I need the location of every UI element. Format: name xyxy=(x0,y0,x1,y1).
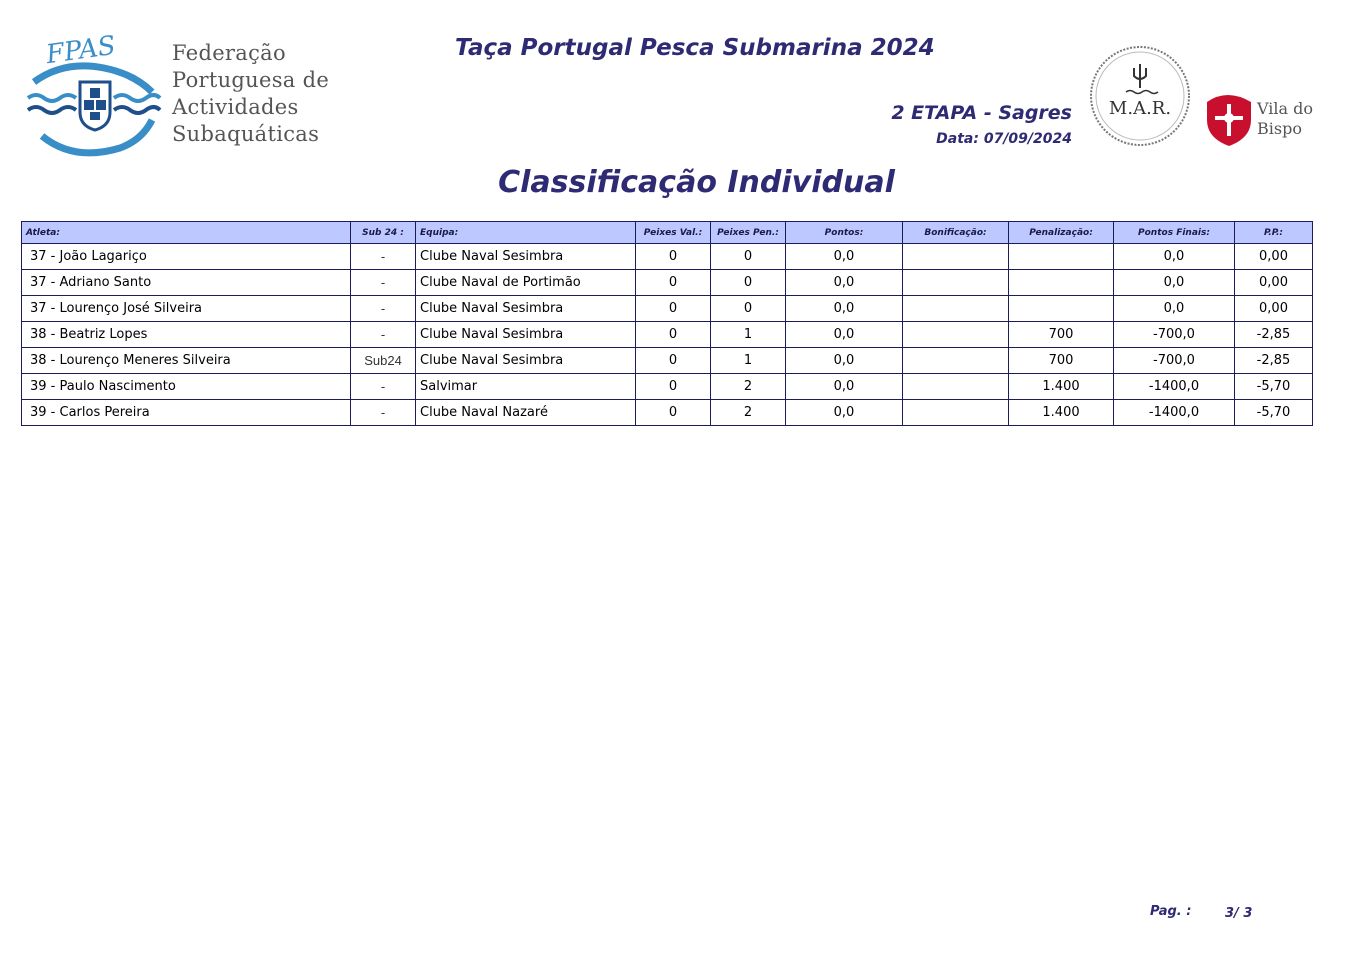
cell-equipa: Clube Naval Sesimbra xyxy=(416,322,636,348)
cell-pontos: 0,0 xyxy=(786,348,903,374)
vila-logo-line: Vila do xyxy=(1257,99,1313,118)
vila-logo-line: Bispo xyxy=(1257,119,1302,138)
cell-penalizacao: 700 xyxy=(1009,348,1114,374)
table-row xyxy=(22,244,1313,270)
cell-penalizacao xyxy=(1009,270,1114,296)
cell-peixes-pen: 1 xyxy=(711,348,786,374)
table-row xyxy=(22,400,1313,426)
cell-pontos-finais: 0,0 xyxy=(1114,296,1235,322)
cell-bonificacao xyxy=(903,322,1009,348)
column-header-peixes-val: Peixes Val.: xyxy=(636,222,711,244)
org-line: Subaquáticas xyxy=(172,122,320,146)
cell-pontos-finais: -1400,0 xyxy=(1114,400,1235,426)
cell-equipa: Clube Naval de Portimão xyxy=(416,270,636,296)
cell-sub24: - xyxy=(351,270,416,296)
cell-atleta: 37 - Lourenço José Silveira xyxy=(22,296,351,322)
column-header-atleta: Atleta: xyxy=(22,222,351,244)
table-row xyxy=(22,374,1313,400)
page-label: Pag. : xyxy=(1150,904,1192,919)
cell-peixes-pen: 0 xyxy=(711,270,786,296)
cell-pontos-finais: -700,0 xyxy=(1114,322,1235,348)
classification-table xyxy=(21,221,1313,426)
cell-pp: 0,00 xyxy=(1235,244,1313,270)
cell-pp: 0,00 xyxy=(1235,296,1313,322)
cell-peixes-pen: 0 xyxy=(711,244,786,270)
cell-equipa: Clube Naval Nazaré xyxy=(416,400,636,426)
fpas-logo xyxy=(24,30,164,160)
table-header-row xyxy=(22,222,1313,244)
cell-peixes-val: 0 xyxy=(636,374,711,400)
fpas-org-name xyxy=(172,40,329,148)
org-line: Federação xyxy=(172,41,286,65)
cell-bonificacao xyxy=(903,296,1009,322)
cell-atleta: 39 - Carlos Pereira xyxy=(22,400,351,426)
cell-pp: 0,00 xyxy=(1235,270,1313,296)
cell-sub24: - xyxy=(351,244,416,270)
org-line: Actividades xyxy=(172,95,299,119)
cell-peixes-val: 0 xyxy=(636,244,711,270)
cell-pontos-finais: 0,0 xyxy=(1114,244,1235,270)
cell-equipa: Salvimar xyxy=(416,374,636,400)
cell-sub24: - xyxy=(351,374,416,400)
cell-bonificacao xyxy=(903,374,1009,400)
fpas-logo-mark: FPAS xyxy=(44,30,118,71)
cell-equipa: Clube Naval Sesimbra xyxy=(416,296,636,322)
table-row xyxy=(22,322,1313,348)
cell-peixes-val: 0 xyxy=(636,400,711,426)
cell-sub24: - xyxy=(351,400,416,426)
cell-peixes-pen: 2 xyxy=(711,400,786,426)
cell-pontos-finais: -1400,0 xyxy=(1114,374,1235,400)
cell-bonificacao xyxy=(903,244,1009,270)
page-number: 3/ 3 xyxy=(1225,906,1253,921)
etapa-label: 2 ETAPA - Sagres xyxy=(891,102,1072,124)
cell-pp: -2,85 xyxy=(1235,348,1313,374)
column-header-pontos: Pontos: xyxy=(786,222,903,244)
cell-pp: -5,70 xyxy=(1235,400,1313,426)
org-line: Portuguesa de xyxy=(172,68,330,92)
cell-atleta: 39 - Paulo Nascimento xyxy=(22,374,351,400)
event-date: Data: 07/09/2024 xyxy=(936,131,1072,147)
cell-pontos-finais: -700,0 xyxy=(1114,348,1235,374)
column-header-peixes-pen: Peixes Pen.: xyxy=(711,222,786,244)
cell-bonificacao xyxy=(903,400,1009,426)
cell-penalizacao: 1.400 xyxy=(1009,374,1114,400)
cell-equipa: Clube Naval Sesimbra xyxy=(416,348,636,374)
cell-peixes-pen: 0 xyxy=(711,296,786,322)
cell-peixes-val: 0 xyxy=(636,322,711,348)
table-row xyxy=(22,270,1313,296)
column-header-pp: P.P.: xyxy=(1235,222,1313,244)
column-header-pontos-finais: Pontos Finais: xyxy=(1114,222,1235,244)
column-header-penalizacao: Penalização: xyxy=(1009,222,1114,244)
cell-atleta: 37 - João Lagariço xyxy=(22,244,351,270)
cell-pp: -2,85 xyxy=(1235,322,1313,348)
cell-atleta: 38 - Beatriz Lopes xyxy=(22,322,351,348)
column-header-sub24: Sub 24 : xyxy=(351,222,416,244)
cell-pontos: 0,0 xyxy=(786,244,903,270)
cell-atleta: 37 - Adriano Santo xyxy=(22,270,351,296)
section-title: Classificação Individual xyxy=(498,165,895,200)
mar-logo xyxy=(1088,44,1192,148)
cell-peixes-val: 0 xyxy=(636,270,711,296)
cell-atleta: 38 - Lourenço Meneres Silveira xyxy=(22,348,351,374)
cell-pontos: 0,0 xyxy=(786,374,903,400)
cell-penalizacao: 1.400 xyxy=(1009,400,1114,426)
cell-equipa: Clube Naval Sesimbra xyxy=(416,244,636,270)
cell-peixes-val: 0 xyxy=(636,296,711,322)
cell-pontos: 0,0 xyxy=(786,322,903,348)
cell-pontos: 0,0 xyxy=(786,296,903,322)
cell-penalizacao: 700 xyxy=(1009,322,1114,348)
cell-pontos: 0,0 xyxy=(786,400,903,426)
cell-sub24: Sub24 xyxy=(351,348,416,374)
cell-peixes-val: 0 xyxy=(636,348,711,374)
cell-pp: -5,70 xyxy=(1235,374,1313,400)
cell-bonificacao xyxy=(903,270,1009,296)
page-title: Taça Portugal Pesca Submarina 2024 xyxy=(455,35,935,61)
cell-peixes-pen: 2 xyxy=(711,374,786,400)
vila-do-bispo-logo xyxy=(1203,90,1313,146)
column-header-bonificacao: Bonificação: xyxy=(903,222,1009,244)
cell-sub24: - xyxy=(351,322,416,348)
cell-bonificacao xyxy=(903,348,1009,374)
cell-penalizacao xyxy=(1009,244,1114,270)
cell-sub24: - xyxy=(351,296,416,322)
table-row xyxy=(22,296,1313,322)
table-row xyxy=(22,348,1313,374)
cell-pontos: 0,0 xyxy=(786,270,903,296)
cell-peixes-pen: 1 xyxy=(711,322,786,348)
column-header-equipa: Equipa: xyxy=(416,222,636,244)
cell-pontos-finais: 0,0 xyxy=(1114,270,1235,296)
cell-penalizacao xyxy=(1009,296,1114,322)
mar-logo-text: M.A.R. xyxy=(1108,98,1172,119)
